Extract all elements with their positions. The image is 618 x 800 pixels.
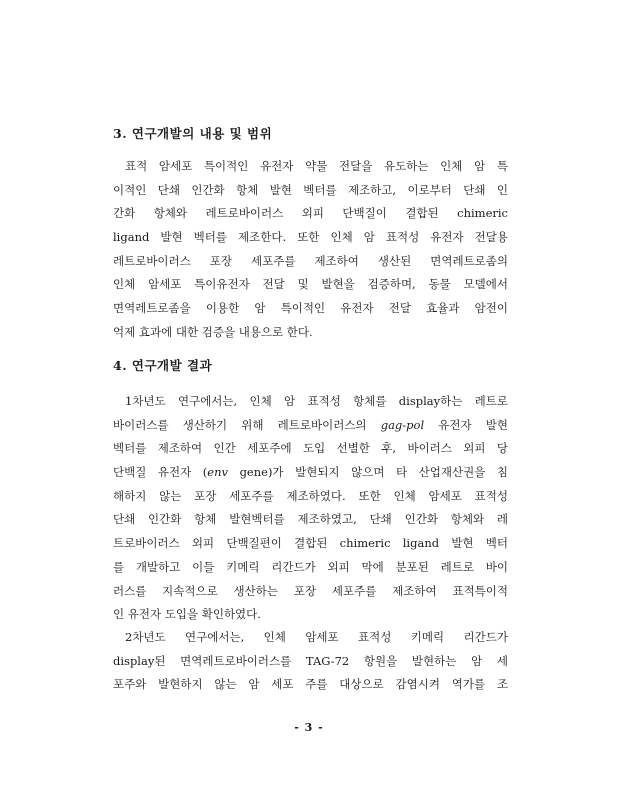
text-run: 단백질 유전자 (: [113, 465, 208, 480]
gene-name-gag-pol: gag-pol: [380, 417, 425, 432]
paragraph-line: display된 면역레트로바이러스를 TAG-72 항원을 발현하는 암 세: [113, 653, 508, 668]
paragraph-line: ligand 발현 벡터를 제조한다. 또한 인체 암 표적성 유전자 전달용: [113, 230, 508, 245]
paragraph-line: 단쇄 인간화 항체 발현벡터를 제조하였고, 단쇄 인간화 항체와 레: [113, 512, 508, 527]
gene-name-env: env: [207, 465, 228, 480]
paragraph-line: 억제 효과에 대한 검증을 내용으로 한다.: [113, 324, 313, 339]
paragraph-line: 레트로바이러스 포장 세포주를 제조하여 생산된 면역레트로좀의: [113, 253, 508, 268]
section-3-heading: 3. 연구개발의 내용 및 범위: [113, 126, 273, 141]
paragraph-line: 해하지 않는 포장 세포주를 제조하였다. 또한 인체 암세포 표적성: [113, 488, 508, 503]
paragraph-line: 러스를 지속적으로 생산하는 포장 세포주를 제조하여 표적특이적: [113, 583, 508, 598]
section-4-heading: 4. 연구개발 결과: [113, 358, 213, 373]
paragraph-line: 를 개발하고 이들 키메릭 리간드가 외피 막에 분포된 레트로 바이: [113, 559, 508, 574]
text-run: 유전자 발현: [424, 417, 508, 432]
text-run: 바이러스를 생산하기 위해 레트로바이러스의: [113, 417, 381, 432]
paragraph-line: 2차년도 연구에서는, 인체 암세포 표적성 키메릭 리간드가: [125, 630, 508, 644]
text-run: gene)가 발현되지 않으며 타 산업재산권을 침: [228, 465, 508, 480]
paragraph-line: 트로바이러스 외피 단백질편이 결합된 chimeric ligand 발현 벡터: [113, 536, 508, 551]
paragraph-line: 표적 암세포 특이적인 유전자 약물 전달을 유도하는 인체 암 특: [125, 159, 508, 173]
paragraph-line: [113, 461, 508, 485]
paragraph-line: 포주와 발현하지 않는 암 세포 주를 대상으로 감염시켜 역가를 조: [113, 677, 508, 692]
paragraph-line: [113, 414, 508, 438]
paragraph-line: 간화 항체와 레트로바이러스 외피 단백질이 결합된 chimeric: [113, 206, 508, 221]
section-4-paragraph-year1: [113, 390, 508, 627]
paragraph-line: 인 유전자 도입을 확인하였다.: [113, 607, 261, 622]
section-3-paragraph: [113, 155, 508, 345]
paragraph-line: 1차년도 연구에서는, 인체 암 표적성 항체를 display하는 레트로: [125, 394, 508, 408]
paragraph-line: 벡터를 제조하여 인간 세포주에 도입 선별한 후, 바이러스 외피 당: [113, 441, 508, 456]
paragraph-line: 이적인 단쇄 인간화 항체 발현 벡터를 제조하고, 이로부터 단쇄 인: [113, 182, 508, 197]
paragraph-line: 면역레트로좀을 이용한 암 특이적인 유전자 전달 효율과 암전이: [113, 301, 508, 316]
section-4-paragraph-year2: [113, 626, 508, 697]
page-number: - 3 -: [294, 721, 324, 734]
paragraph-line: 인체 암세포 특이유전자 전달 및 발현을 검증하며, 동물 모델에서: [113, 277, 508, 292]
